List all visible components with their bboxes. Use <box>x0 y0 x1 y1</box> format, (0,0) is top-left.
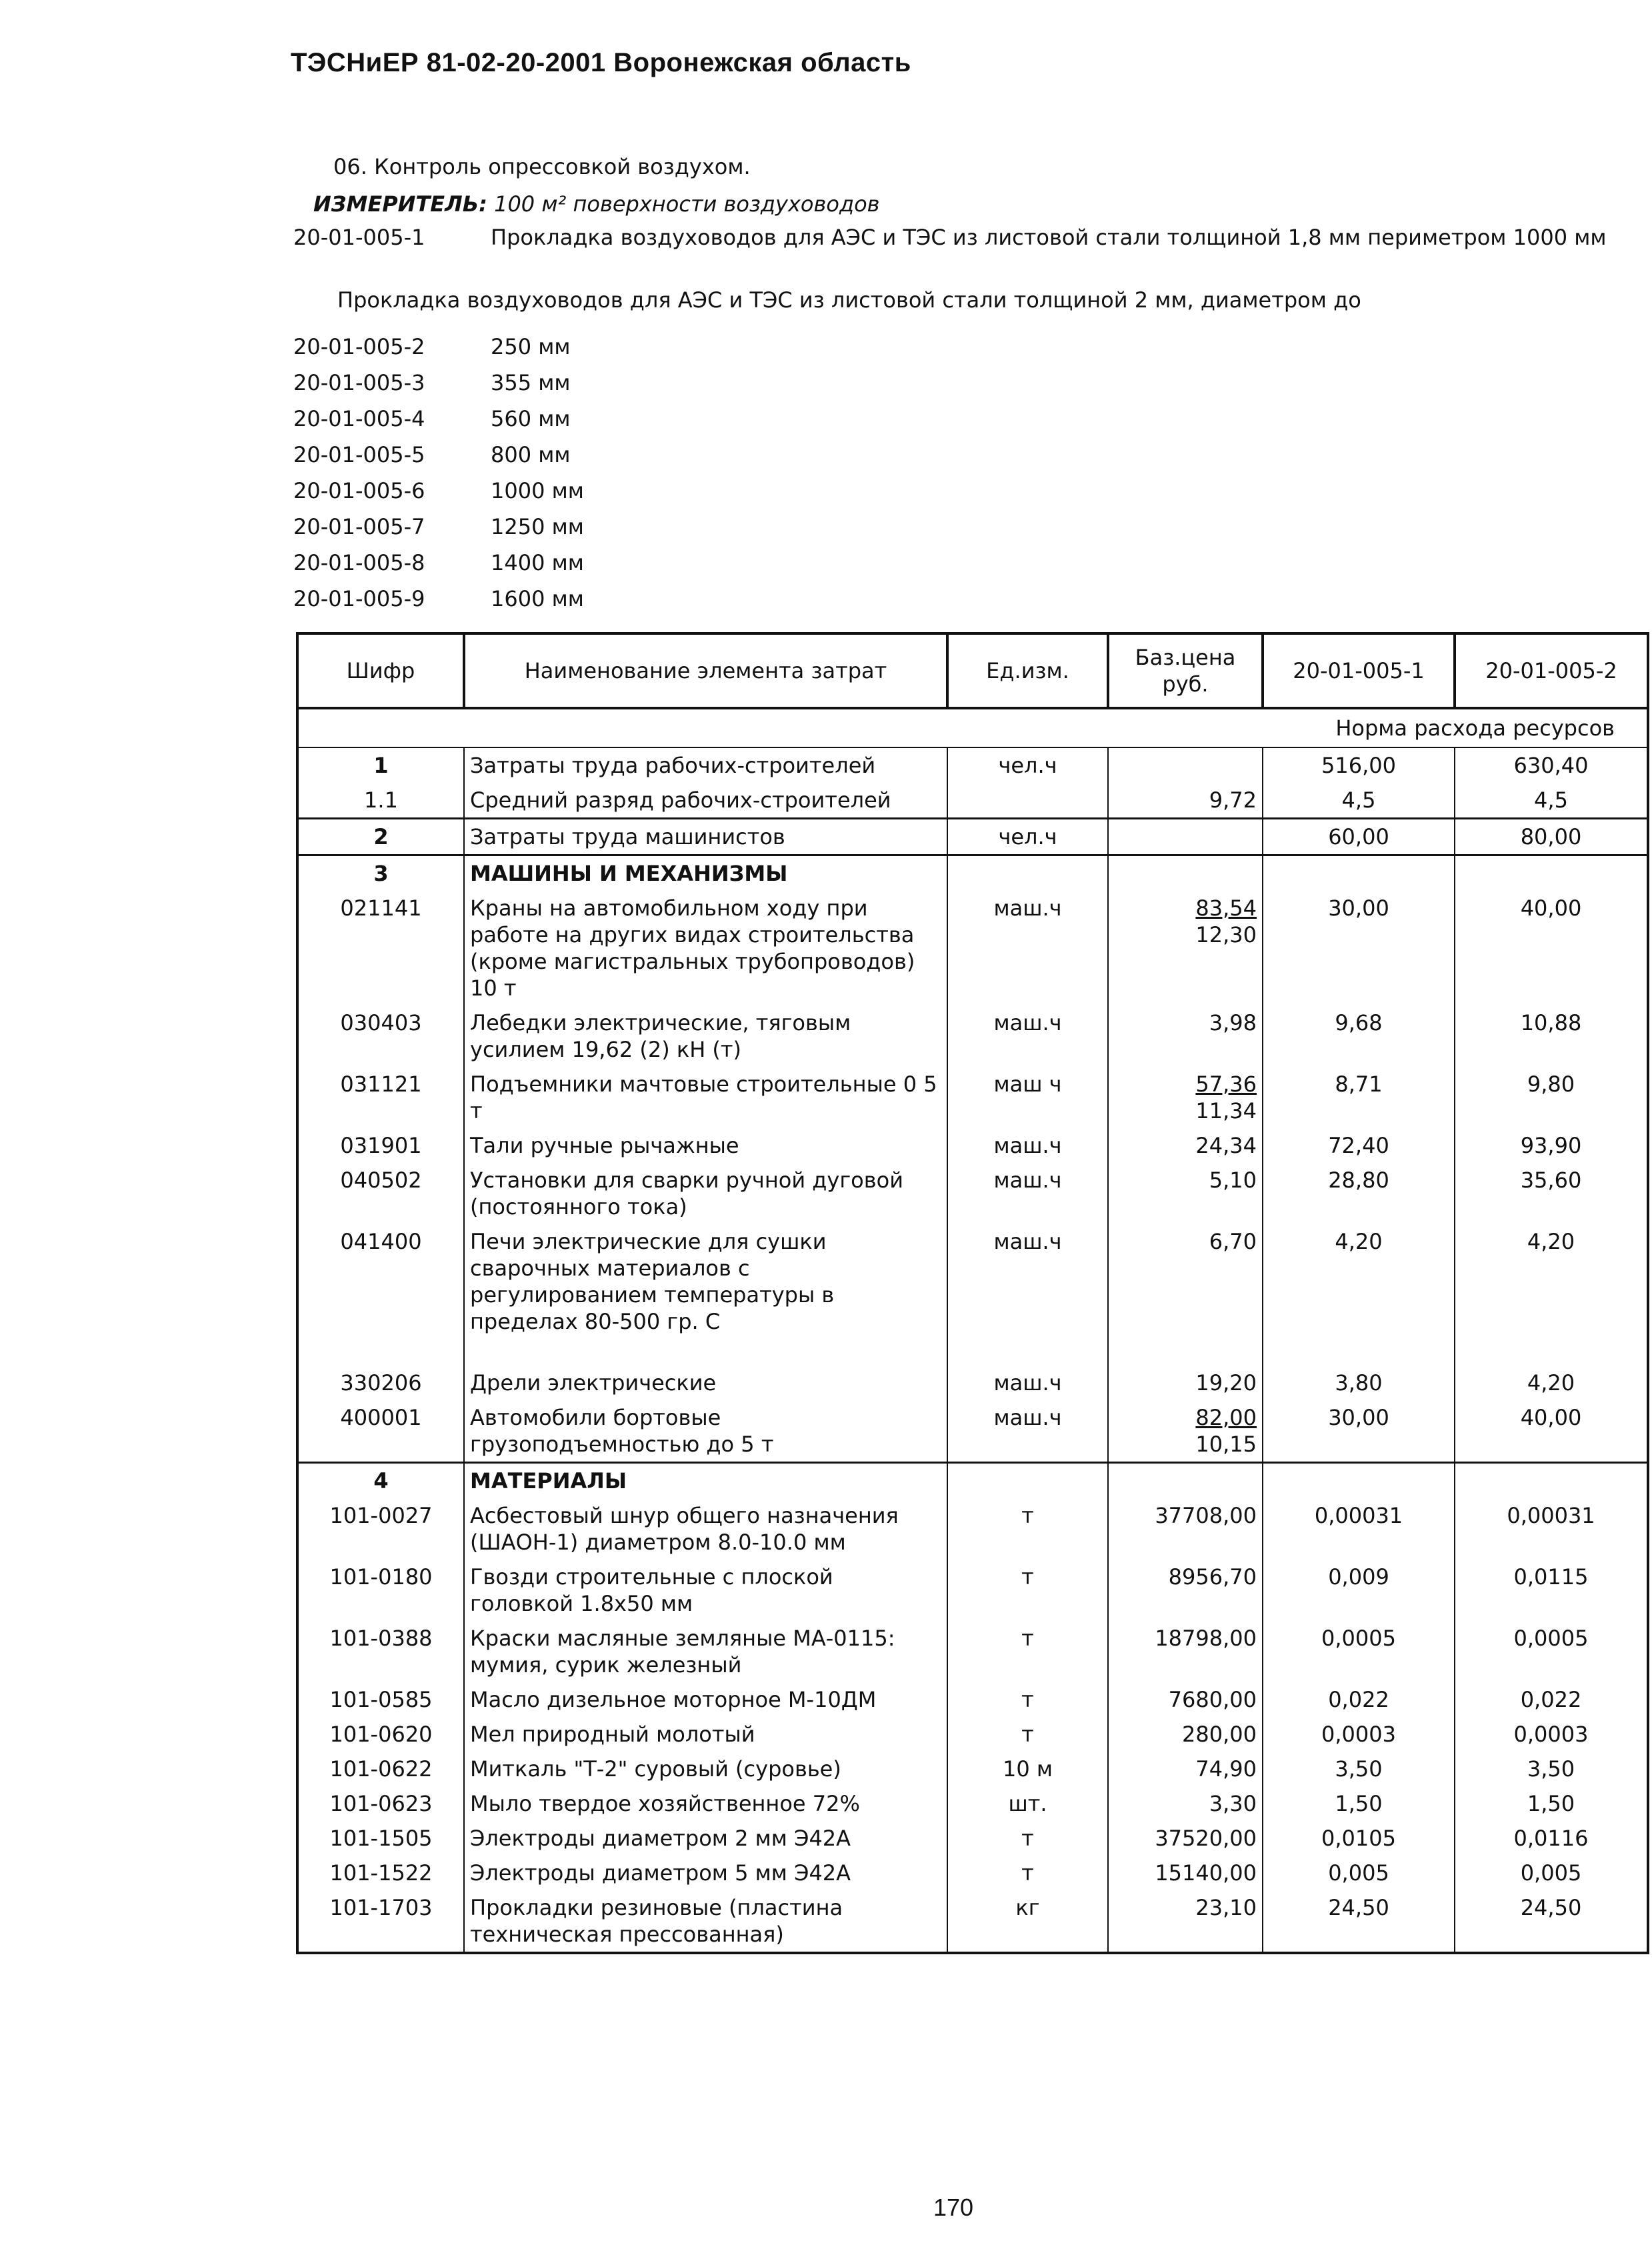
table-row <box>297 1717 1648 1752</box>
intro-first-item <box>293 224 1607 251</box>
cell-code: 101-0180 <box>297 1560 464 1621</box>
cell-norm-2: 0,0005 <box>1455 1621 1648 1682</box>
cell-price <box>1108 1890 1263 1953</box>
intro-item <box>293 369 571 396</box>
cell-unit: маш.ч <box>947 1224 1108 1366</box>
cell-name: Автомобили бортовые грузоподъемностью до 5 т <box>464 1400 947 1463</box>
cell-name: Средний разряд рабочих-строителей <box>464 783 947 819</box>
norm-label: Норма расхода ресурсов <box>297 708 1648 747</box>
cell-norm-1: 0,022 <box>1263 1682 1455 1717</box>
price-value: 83,54 <box>1195 895 1257 921</box>
cell-unit: маш ч <box>947 1067 1108 1128</box>
cell-code: 1 <box>297 747 464 783</box>
item-code: 20-01-005-4 <box>293 406 425 431</box>
cell-unit: чел.ч <box>947 819 1108 855</box>
cell-name: Мел природный молотый <box>464 1717 947 1752</box>
norm-row <box>297 708 1648 747</box>
price-value: 18798,00 <box>1155 1626 1257 1651</box>
table-row <box>297 1560 1648 1621</box>
cell-price <box>1108 1128 1263 1163</box>
price-value: 3,98 <box>1209 1010 1257 1035</box>
cell-code: 3 <box>297 855 464 891</box>
cell-price <box>1108 1067 1263 1128</box>
operation-text: 06. Контроль опрессовкой воздухом. <box>333 154 751 179</box>
cell-name: МАШИНЫ И МЕХАНИЗМЫ <box>464 855 947 891</box>
price-value: 82,00 <box>1195 1405 1257 1430</box>
price-value: 23,10 <box>1195 1895 1257 1920</box>
table-row <box>297 1005 1648 1067</box>
cell-unit: т <box>947 1498 1108 1560</box>
cell-unit: 10 м <box>947 1752 1108 1786</box>
table-row <box>297 819 1648 855</box>
table-row <box>297 1498 1648 1560</box>
cell-price <box>1108 1717 1263 1752</box>
cell-code: 101-0027 <box>297 1498 464 1560</box>
cell-name: Печи электрические для сушки сварочных материалов с регулированием температуры в пределах 80-500 гр. С <box>464 1224 947 1366</box>
table-row <box>297 1682 1648 1717</box>
cell-norm-1: 0,009 <box>1263 1560 1455 1621</box>
table-row <box>297 855 1648 891</box>
cell-norm-1: 4,5 <box>1263 783 1455 819</box>
cell-norm-1: 28,80 <box>1263 1163 1455 1224</box>
cell-unit: т <box>947 1560 1108 1621</box>
cell-name: Подъемники мачтовые строительные 0 5 т <box>464 1067 947 1128</box>
cell-unit: т <box>947 1621 1108 1682</box>
intro-item <box>293 585 584 612</box>
cell-norm-2: 3,50 <box>1455 1752 1648 1786</box>
header-code: Шифр <box>297 633 464 708</box>
cell-name: Тали ручные рычажные <box>464 1128 947 1163</box>
cell-code: 101-0623 <box>297 1786 464 1821</box>
cell-name: МАТЕРИАЛЫ <box>464 1463 947 1499</box>
table-row <box>297 1752 1648 1786</box>
cell-code: 2 <box>297 819 464 855</box>
table-header-row <box>297 633 1648 708</box>
cell-price <box>1108 1621 1263 1682</box>
cell-price <box>1108 891 1263 1005</box>
cell-name: Электроды диаметром 5 мм Э42А <box>464 1856 947 1890</box>
cell-norm-2: 4,5 <box>1455 783 1648 819</box>
cell-code: 030403 <box>297 1005 464 1067</box>
cell-norm-2: 0,0116 <box>1455 1821 1648 1856</box>
item-text: Прокладка воздуховодов для АЭС и ТЭС из листовой стали толщиной 1,8 мм периметром 1000 мм <box>491 225 1607 250</box>
cell-name: Миткаль "Т-2" суровый (суровье) <box>464 1752 947 1786</box>
cell-name: Асбестовый шнур общего назначения (ШАОН-1) диаметром 8.0-10.0 мм <box>464 1498 947 1560</box>
item-text: 1400 мм <box>491 550 584 575</box>
cell-norm-1: 3,50 <box>1263 1752 1455 1786</box>
item-code: 20-01-005-6 <box>293 478 425 503</box>
price-value: 3,30 <box>1209 1791 1257 1816</box>
price-value: 15140,00 <box>1155 1860 1257 1886</box>
cell-price <box>1108 855 1263 891</box>
cell-norm-1: 4,20 <box>1263 1224 1455 1366</box>
cell-name: Дрели электрические <box>464 1366 947 1400</box>
cell-norm-1: 60,00 <box>1263 819 1455 855</box>
price-wage-value: 12,30 <box>1195 922 1257 947</box>
cell-unit: кг <box>947 1890 1108 1953</box>
item-text: 250 мм <box>491 334 571 359</box>
cell-norm-2: 4,20 <box>1455 1224 1648 1366</box>
cell-norm-1: 0,0105 <box>1263 1821 1455 1856</box>
price-wage-value: 11,34 <box>1195 1098 1257 1123</box>
cell-name: Электроды диаметром 2 мм Э42А <box>464 1821 947 1856</box>
cell-code: 021141 <box>297 891 464 1005</box>
price-value: 19,20 <box>1195 1370 1257 1396</box>
item-code: 20-01-005-3 <box>293 370 425 395</box>
cell-price <box>1108 1560 1263 1621</box>
cell-price <box>1108 1856 1263 1890</box>
cell-code: 041400 <box>297 1224 464 1366</box>
cell-code: 330206 <box>297 1366 464 1400</box>
item-text: 800 мм <box>491 442 571 467</box>
cell-price <box>1108 783 1263 819</box>
table-row <box>297 1890 1648 1953</box>
cell-norm-2: 93,90 <box>1455 1128 1648 1163</box>
cell-unit: маш.ч <box>947 1005 1108 1067</box>
cell-code: 101-1522 <box>297 1856 464 1890</box>
table-row <box>297 1621 1648 1682</box>
intro-item <box>293 513 584 540</box>
cell-norm-1 <box>1263 855 1455 891</box>
cell-norm-2: 0,022 <box>1455 1682 1648 1717</box>
price-value: 74,90 <box>1195 1756 1257 1782</box>
cell-code: 101-1703 <box>297 1890 464 1953</box>
price-value: 8956,70 <box>1168 1564 1257 1590</box>
cell-norm-2: 40,00 <box>1455 891 1648 1005</box>
item-code: 20-01-005-9 <box>293 586 425 611</box>
cell-norm-1: 3,80 <box>1263 1366 1455 1400</box>
cell-price <box>1108 747 1263 783</box>
cell-norm-2: 9,80 <box>1455 1067 1648 1128</box>
cell-norm-1: 30,00 <box>1263 891 1455 1005</box>
meter-value: 100 м² поверхности воздуховодов <box>494 191 880 217</box>
cell-norm-1 <box>1263 1463 1455 1499</box>
cell-norm-2 <box>1455 1463 1648 1499</box>
item-text: 1600 мм <box>491 586 584 611</box>
header-v1: 20-01-005-1 <box>1263 633 1455 708</box>
cell-norm-2: 80,00 <box>1455 819 1648 855</box>
meter-line <box>313 191 880 217</box>
item-code: 20-01-005-2 <box>293 334 425 359</box>
price-value: 280,00 <box>1182 1722 1257 1747</box>
intro-item <box>293 441 571 468</box>
cell-name: Мыло твердое хозяйственное 72% <box>464 1786 947 1821</box>
price-value: 57,36 <box>1195 1071 1257 1097</box>
cell-norm-2: 0,005 <box>1455 1856 1648 1890</box>
table-row <box>297 1463 1648 1499</box>
intro-item <box>293 333 571 360</box>
cell-code: 101-0388 <box>297 1621 464 1682</box>
cell-norm-2: 24,50 <box>1455 1890 1648 1953</box>
cell-unit: маш.ч <box>947 1163 1108 1224</box>
cell-norm-2: 630,40 <box>1455 747 1648 783</box>
intro-item <box>293 549 584 576</box>
cell-name: Масло дизельное моторное М-10ДМ <box>464 1682 947 1717</box>
cell-unit: чел.ч <box>947 747 1108 783</box>
cell-norm-1: 0,0003 <box>1263 1717 1455 1752</box>
cell-norm-1: 516,00 <box>1263 747 1455 783</box>
cell-code: 031121 <box>297 1067 464 1128</box>
cell-norm-1: 24,50 <box>1263 1890 1455 1953</box>
cell-code: 040502 <box>297 1163 464 1224</box>
cell-norm-1: 1,50 <box>1263 1786 1455 1821</box>
table-row <box>297 1400 1648 1463</box>
table-row <box>297 1163 1648 1224</box>
cell-unit: т <box>947 1856 1108 1890</box>
cell-name: Затраты труда рабочих-строителей <box>464 747 947 783</box>
price-value: 37708,00 <box>1155 1503 1257 1528</box>
price-value: 6,70 <box>1209 1229 1257 1254</box>
price-value: 7680,00 <box>1168 1687 1257 1712</box>
price-value: 9,72 <box>1209 787 1257 813</box>
header-price: Баз.цена руб. <box>1108 633 1263 708</box>
table-row <box>297 1067 1648 1128</box>
cell-code: 4 <box>297 1463 464 1499</box>
page-title: ТЭСНиЕР 81-02-20-2001 Воронежская область <box>291 48 911 77</box>
cell-unit <box>947 1463 1108 1499</box>
cell-code: 101-1505 <box>297 1821 464 1856</box>
cell-price <box>1108 819 1263 855</box>
cell-price <box>1108 1366 1263 1400</box>
price-value: 37520,00 <box>1155 1826 1257 1851</box>
item-text: 355 мм <box>491 370 571 395</box>
header-v2: 20-01-005-2 <box>1455 633 1648 708</box>
item-text: 1250 мм <box>491 514 584 539</box>
cell-code: 101-0585 <box>297 1682 464 1717</box>
table-row <box>297 1856 1648 1890</box>
cell-price <box>1108 1786 1263 1821</box>
item-text: 1000 мм <box>491 478 584 503</box>
cell-norm-1: 0,0005 <box>1263 1621 1455 1682</box>
cell-price <box>1108 1224 1263 1366</box>
table-row <box>297 747 1648 783</box>
header-name: Наименование элемента затрат <box>464 633 947 708</box>
cell-norm-1: 0,00031 <box>1263 1498 1455 1560</box>
cell-name: Установки для сварки ручной дуговой (постоянного тока) <box>464 1163 947 1224</box>
cell-name: Гвозди строительные с плоской головкой 1.8х50 мм <box>464 1560 947 1621</box>
cell-unit <box>947 783 1108 819</box>
cell-norm-1: 8,71 <box>1263 1067 1455 1128</box>
meter-label: ИЗМЕРИТЕЛЬ: <box>313 191 487 217</box>
cell-unit <box>947 855 1108 891</box>
group-text: Прокладка воздуховодов для АЭС и ТЭС из листовой стали толщиной 2 мм, диаметром до <box>337 287 1361 313</box>
cell-price <box>1108 1463 1263 1499</box>
intro-item <box>293 405 571 432</box>
cell-norm-2: 4,20 <box>1455 1366 1648 1400</box>
cell-price <box>1108 1821 1263 1856</box>
cell-unit: маш.ч <box>947 1128 1108 1163</box>
cell-code: 101-0620 <box>297 1717 464 1752</box>
cell-unit: маш.ч <box>947 891 1108 1005</box>
table-row <box>297 1821 1648 1856</box>
cell-norm-2: 10,88 <box>1455 1005 1648 1067</box>
cell-norm-2: 0,0003 <box>1455 1717 1648 1752</box>
price-value: 5,10 <box>1209 1168 1257 1193</box>
page-number: 170 <box>933 2194 974 2221</box>
intro-item <box>293 477 584 504</box>
price-value: 24,34 <box>1195 1133 1257 1158</box>
item-code: 20-01-005-1 <box>293 225 425 250</box>
cell-unit: маш.ч <box>947 1400 1108 1463</box>
table-row <box>297 891 1648 1005</box>
cell-norm-1: 72,40 <box>1263 1128 1455 1163</box>
cell-name: Затраты труда машинистов <box>464 819 947 855</box>
cell-name: Лебедки электрические, тяговым усилием 19,62 (2) кН (т) <box>464 1005 947 1067</box>
table-row <box>297 1786 1648 1821</box>
table-row <box>297 783 1648 819</box>
cell-unit: т <box>947 1682 1108 1717</box>
cell-norm-2: 1,50 <box>1455 1786 1648 1821</box>
table-row <box>297 1128 1648 1163</box>
cell-price <box>1108 1400 1263 1463</box>
cell-norm-1: 0,005 <box>1263 1856 1455 1890</box>
cell-price <box>1108 1005 1263 1067</box>
item-code: 20-01-005-8 <box>293 550 425 575</box>
cell-name: Прокладки резиновые (пластина техническая прессованная) <box>464 1890 947 1953</box>
cell-price <box>1108 1752 1263 1786</box>
cell-price <box>1108 1682 1263 1717</box>
cell-name: Краски масляные земляные МА-0115: мумия, сурик железный <box>464 1621 947 1682</box>
cell-norm-2: 0,0115 <box>1455 1560 1648 1621</box>
cell-norm-2 <box>1455 855 1648 891</box>
cell-norm-1: 30,00 <box>1263 1400 1455 1463</box>
price-wage-value: 10,15 <box>1195 1432 1257 1457</box>
cell-code: 400001 <box>297 1400 464 1463</box>
header-unit: Ед.изм. <box>947 633 1108 708</box>
item-text: 560 мм <box>491 406 571 431</box>
cell-unit: маш.ч <box>947 1366 1108 1400</box>
item-code: 20-01-005-5 <box>293 442 425 467</box>
cell-price <box>1108 1163 1263 1224</box>
table-row <box>297 1366 1648 1400</box>
table-row <box>297 1224 1648 1366</box>
cell-price <box>1108 1498 1263 1560</box>
cell-code: 101-0622 <box>297 1752 464 1786</box>
item-code: 20-01-005-7 <box>293 514 425 539</box>
cell-norm-2: 0,00031 <box>1455 1498 1648 1560</box>
cell-unit: т <box>947 1717 1108 1752</box>
cell-unit: т <box>947 1821 1108 1856</box>
cell-code: 1.1 <box>297 783 464 819</box>
cell-norm-1: 9,68 <box>1263 1005 1455 1067</box>
resource-table <box>296 632 1649 1954</box>
cell-code: 031901 <box>297 1128 464 1163</box>
cell-name: Краны на автомобильном ходу при работе на других видах строительства (кроме магистральных трубопроводов) 10 т <box>464 891 947 1005</box>
cell-unit: шт. <box>947 1786 1108 1821</box>
cell-norm-2: 35,60 <box>1455 1163 1648 1224</box>
cell-norm-2: 40,00 <box>1455 1400 1648 1463</box>
